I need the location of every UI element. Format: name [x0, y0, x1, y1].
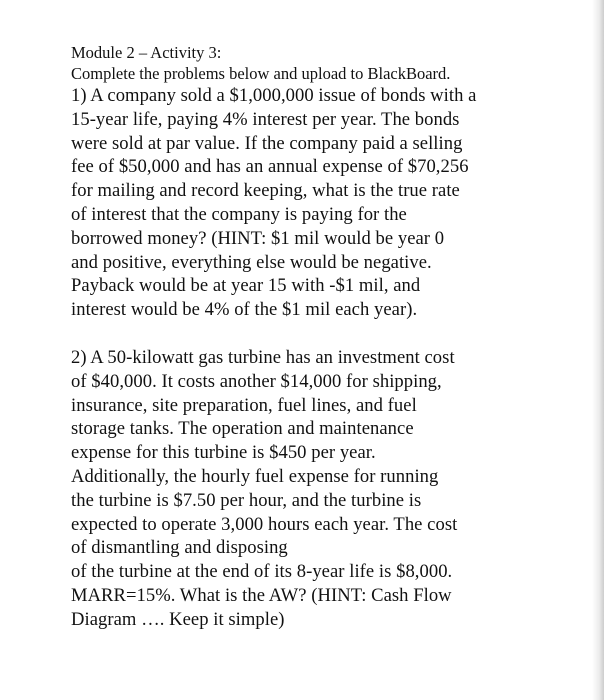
problem-line: 1) A company sold a $1,000,000 issue of bonds with a: [71, 85, 477, 106]
problem-line: MARR=15%. What is the AW? (HINT: Cash Flow: [71, 584, 452, 606]
problem-line: Additionally, the hourly fuel expense for running: [71, 465, 439, 487]
problem-line: expected to operate 3,000 hours each year. The cost: [71, 513, 458, 535]
document-page: [71, 42, 571, 632]
problem-line: the turbine is $7.50 per hour, and the turbine is: [71, 489, 422, 511]
problem-1: [71, 84, 571, 322]
problem-line: and positive, everything else would be negative.: [71, 251, 432, 273]
instructions: Complete the problems below and upload to BlackBoard.: [71, 64, 451, 83]
problem-line: were sold at par value. If the company paid a selling: [71, 132, 463, 154]
problem-line: storage tanks. The operation and maintenance: [71, 418, 414, 440]
problem-line: insurance, site preparation, fuel lines, and fuel: [71, 394, 417, 416]
problem-line: for mailing and record keeping, what is the true rate: [71, 180, 460, 202]
problem-line: expense for this turbine is $450 per year.: [71, 442, 376, 464]
problem-line: Payback would be at year 15 with -$1 mil, and: [71, 275, 421, 297]
problem-line: of the turbine at the end of its 8-year life is $8,000.: [71, 561, 453, 583]
problem-line: borrowed money? (HINT: $1 mil would be year 0: [71, 227, 445, 249]
problem-line: fee of $50,000 and has an annual expense of $70,256: [71, 156, 469, 178]
problem-line: of $40,000. It costs another $14,000 for shipping,: [71, 370, 442, 392]
problem-line: of interest that the company is paying for the: [71, 203, 407, 225]
problem-line: 2) A 50-kilowatt gas turbine has an investment cost: [71, 346, 455, 368]
problem-line: interest would be 4% of the $1 mil each year).: [71, 299, 418, 321]
problem-2: [71, 346, 571, 632]
module-title: Module 2 – Activity 3:: [71, 43, 222, 62]
problem-line: Diagram …. Keep it simple): [71, 608, 285, 630]
page-edge-shadow: [592, 0, 604, 700]
problem-line: of dismantling and disposing: [71, 537, 288, 559]
problem-line: 15-year life, paying 4% interest per year. The bonds: [71, 108, 460, 130]
